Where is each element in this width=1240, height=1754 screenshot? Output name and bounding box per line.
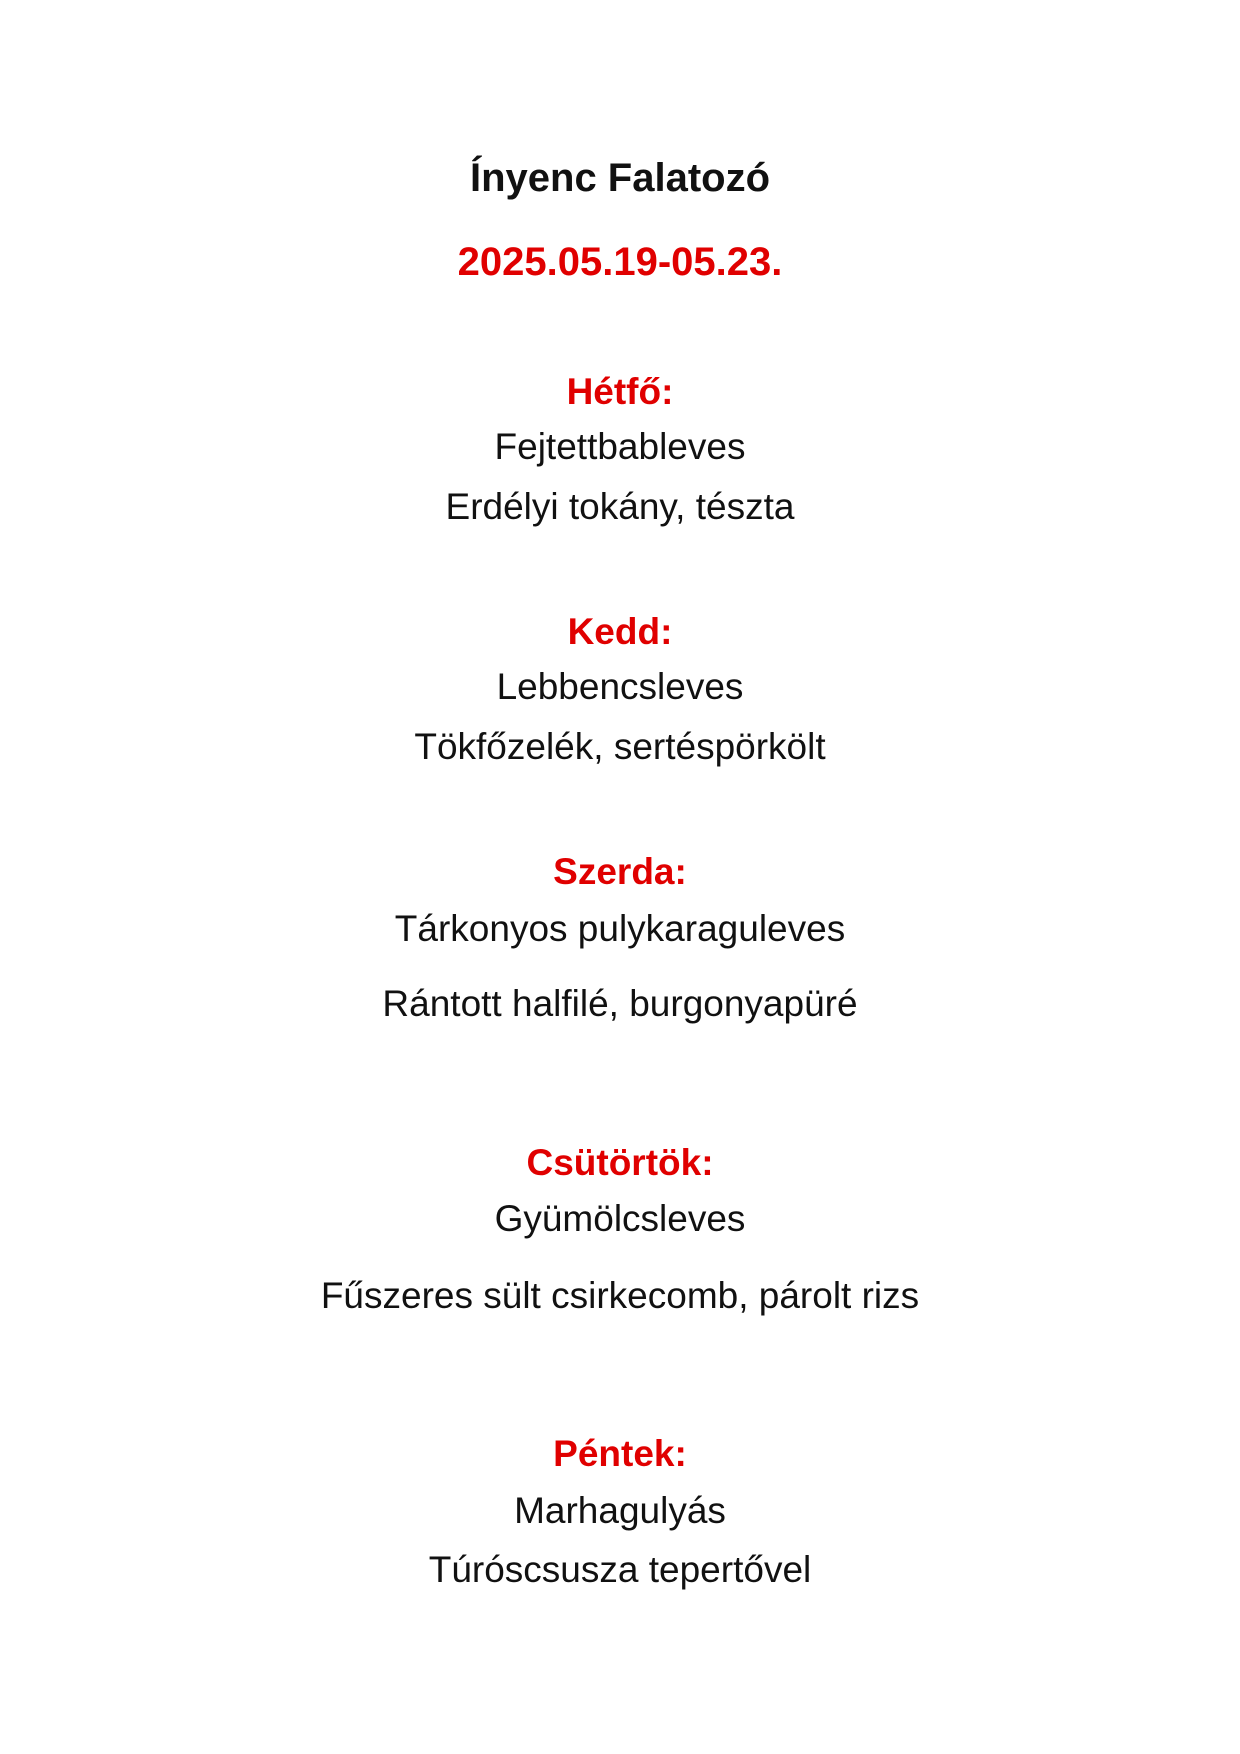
dish-thursday-soup: Gyümölcsleves [494, 1198, 746, 1239]
dish-tuesday-soup: Lebbencsleves [496, 666, 744, 707]
week-date-range: 2025.05.19-05.23. [457, 240, 783, 284]
restaurant-name: Ínyenc Falatozó [469, 156, 771, 200]
day-heading-monday: Hétfő: [566, 371, 674, 412]
dish-monday-main: Erdélyi tokány, tészta [445, 486, 795, 527]
day-heading-tuesday: Kedd: [567, 611, 673, 652]
dish-tuesday-main: Tökfőzelék, sertéspörkölt [414, 726, 826, 767]
dish-wednesday-main: Rántott halfilé, burgonyapüré [382, 983, 858, 1024]
day-heading-wednesday: Szerda: [553, 851, 687, 892]
dish-wednesday-soup: Tárkonyos pulykaraguleves [394, 908, 846, 949]
day-heading-friday: Péntek: [553, 1433, 687, 1474]
dish-monday-soup: Fejtettbableves [494, 426, 746, 467]
day-heading-thursday: Csütörtök: [526, 1142, 714, 1183]
dish-thursday-main: Fűszeres sült csirkecomb, párolt rizs [320, 1275, 920, 1316]
dish-friday-main: Túróscsusza tepertővel [428, 1549, 812, 1590]
dish-friday-soup: Marhagulyás [514, 1490, 726, 1531]
